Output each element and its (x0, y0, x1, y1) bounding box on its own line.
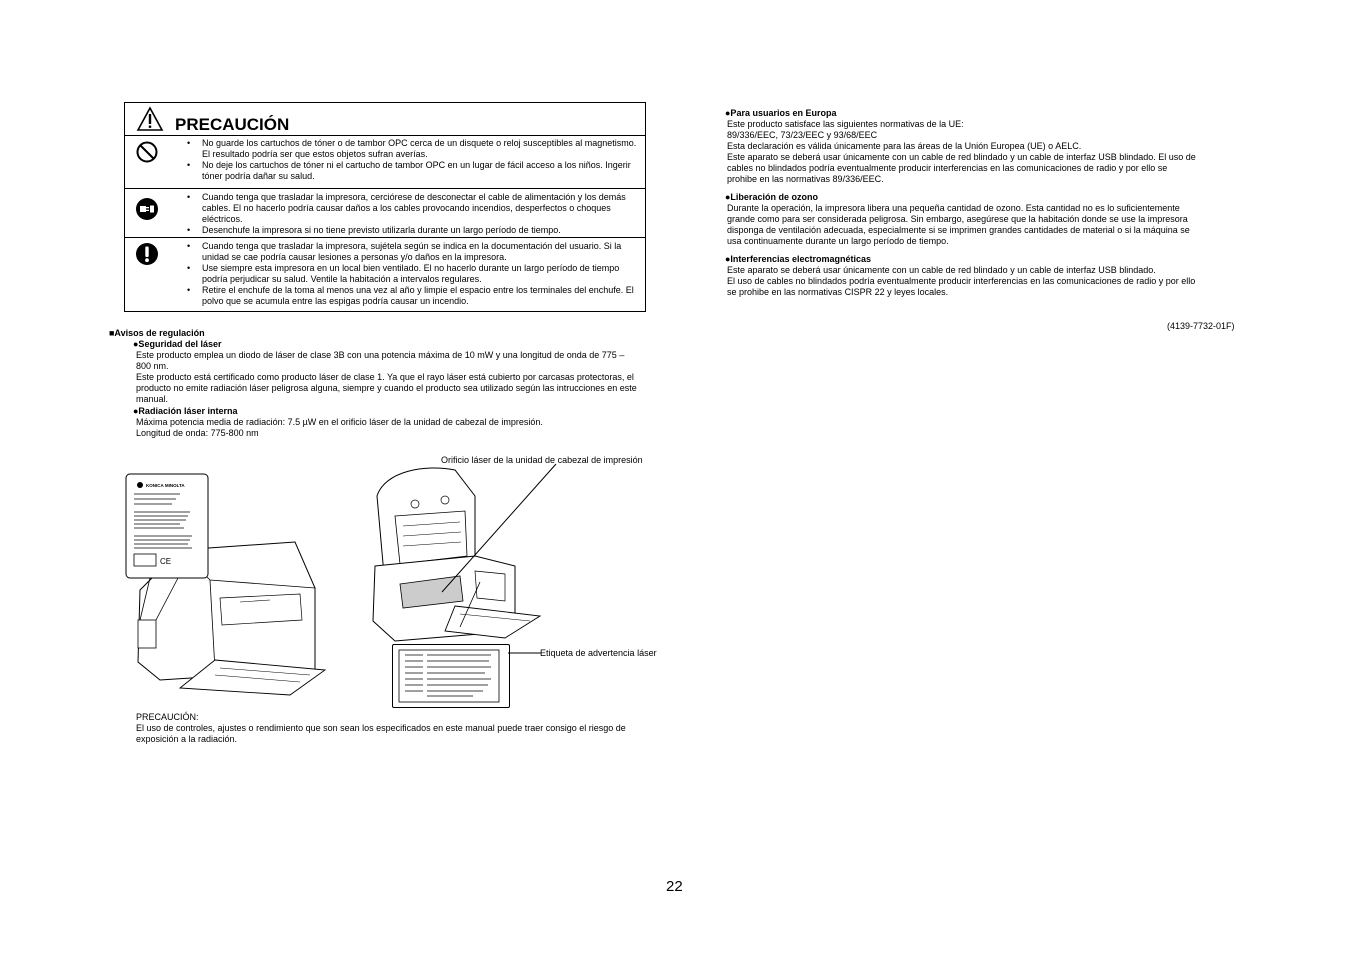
exclamation-mandatory-icon (135, 242, 159, 266)
list-item: • Cuando tenga que trasladar la impresora, sujétela según se indica en la documentación del usuario. Si la unidad se cae podría causar lesiones a personas y/o daños en la impresora. (187, 241, 637, 263)
label-callout: Etiqueta de advertencia láser (540, 648, 657, 658)
emc-text (727, 265, 1195, 298)
caution-header (125, 103, 645, 136)
text-line: Este producto satisface las siguientes normativas de la UE: (727, 119, 964, 129)
text-line: El uso de cables no blindados podría eventualmente producir interferencias en las comunicaciones de radio y por ello (727, 276, 1196, 286)
caution-row (125, 189, 645, 238)
europe-heading: ●Para usuarios en Europa (725, 108, 837, 118)
text-line: manual. (136, 394, 169, 404)
footer-caution (136, 712, 626, 745)
list-item: • No deje los cartuchos de tóner ni el cartucho de tambor OPC en un lugar de fácil acceso a los niños. Ingerir tóner podría dañar su salud. (187, 160, 637, 182)
ozone-text (727, 203, 1190, 247)
text-line: El uso de controles, ajustes o rendimiento que son sean los especificados en este manual puede traer consigo el riesgo de (136, 723, 626, 733)
text-line: disponga de ventilación adecuada, especialmente si se imprimen grandes cantidades de material o si la máquina se (727, 225, 1190, 235)
list-item: • Desenchufe la impresora si no tiene previsto utilizarla durante un largo período de tiempo. (187, 225, 637, 236)
list-item: • No guarde los cartuchos de tóner o de tambor OPC cerca de un disquete o reloj susceptibles al magnetismo. El resultado podría ser que estos objetos sufran averías. (187, 138, 637, 160)
text-line: 89/336/EEC, 73/23/EEC y 93/68/EEC (727, 130, 878, 140)
text-line: Esta declaración es válida únicamente para las áreas de la Unión Europea (UE) o AELC. (727, 141, 1082, 151)
laser-warning-label (392, 644, 510, 708)
document-code: (4139-7732-01F) (1167, 321, 1235, 331)
list-item: • Use siempre esta impresora en un local bien ventilado. El no hacerlo durante un largo período de tiempo podría perjudicar su salud. Ventile la habitación a intervalos regulares. (187, 263, 637, 285)
caution-title: PRECAUCIÓN (175, 115, 290, 134)
text-line: se prohibe en las normativas CISPR 22 y leyes locales. (727, 287, 949, 297)
text-line: grande como para ser considerada peligrosa. Sin embargo, asegúrese que la habitación donde se use la impresora (727, 214, 1188, 224)
text-line: 800 nm. (136, 361, 169, 371)
label-callout-line (508, 650, 543, 656)
text-line: Este aparato se deberá usar únicamente con un cable de red blindado y un cable de interfaz USB blindado. (727, 265, 1156, 275)
footer-caution-heading: PRECAUCIÓN: (136, 712, 199, 722)
laser-warning-label-graphic (393, 645, 509, 707)
text-line: prohibe en las normativas 89/336/EEC. (727, 174, 884, 184)
caution-box (124, 102, 646, 312)
aperture-callout: Orificio láser de la unidad de cabezal de impresión (441, 455, 643, 465)
caution-list (187, 192, 637, 236)
unplug-icon (135, 197, 159, 221)
text-line: Este aparato se deberá usar únicamente con un cable de red blindado y un cable de interfaz USB blindado. El uso de (727, 152, 1196, 162)
text-line: Este producto está certificado como producto láser de clase 1. Ya que el rayo láser está cubierto por carcasas protectoras, el (136, 372, 634, 382)
text-line: usa continuamente durante un largo período de tiempo. (727, 236, 949, 246)
caution-row (125, 238, 645, 312)
laser-safety-heading: ●Seguridad del láser (133, 339, 222, 349)
regulation-heading: ■Avisos de regulación (109, 328, 205, 338)
warning-triangle-icon (136, 106, 164, 132)
ozone-heading: ●Liberación de ozono (725, 192, 818, 202)
list-item: • Cuando tenga que trasladar la impresora, cerciórese de desconectar el cable de alimentación y los demás cables. El no hacerlo podría causar daños a los cables provocando incendios, desperfectos o choques eléctricos. (187, 192, 637, 225)
prohibition-icon (135, 140, 159, 164)
brand-text: KONICA MINOLTA (146, 483, 185, 488)
laser-safety-text (136, 350, 637, 405)
caution-row (125, 135, 645, 189)
europe-text (727, 119, 1196, 185)
printer-label-illustration (120, 470, 330, 702)
internal-radiation-heading: ●Radiación láser interna (133, 406, 238, 416)
text-line: Este producto emplea un diodo de láser de clase 3B con una potencia máxima de 10 mW y una longitud de onda de 775 – (136, 350, 625, 360)
aperture-callout-line (440, 462, 560, 642)
text-line: producto no emite radiación láser peligrosa alguna, siempre y cuando el producto sea utilizado según las intrucciones en este (136, 383, 637, 393)
text-line: exposición a la radiación. (136, 734, 238, 744)
svg-text:CE: CE (160, 557, 172, 566)
internal-radiation-text (136, 417, 543, 439)
page-number: 22 (666, 878, 683, 895)
emc-heading: ●Interferencias electromagnéticas (725, 254, 871, 264)
caution-list (187, 138, 637, 182)
text-line: Durante la operación, la impresora libera una pequeña cantidad de ozono. Esta cantidad no es lo suficientemente (727, 203, 1180, 213)
caution-list (187, 241, 637, 307)
text-line: Máxima potencia media de radiación: 7.5 µW en el orificio láser de la unidad de cabezal de impresión. (136, 417, 543, 427)
list-item: • Retire el enchufe de la toma al menos una vez al año y limpie el espacio entre los terminales del enchufe. El polvo que se acumula entre las espigas podría causar un incendio. (187, 285, 637, 307)
text-line: Longitud de onda: 775-800 nm (136, 428, 259, 438)
text-line: cables no blindados podría eventualmente producir interferencias en las comunicaciones de radio y por ello se (727, 163, 1168, 173)
